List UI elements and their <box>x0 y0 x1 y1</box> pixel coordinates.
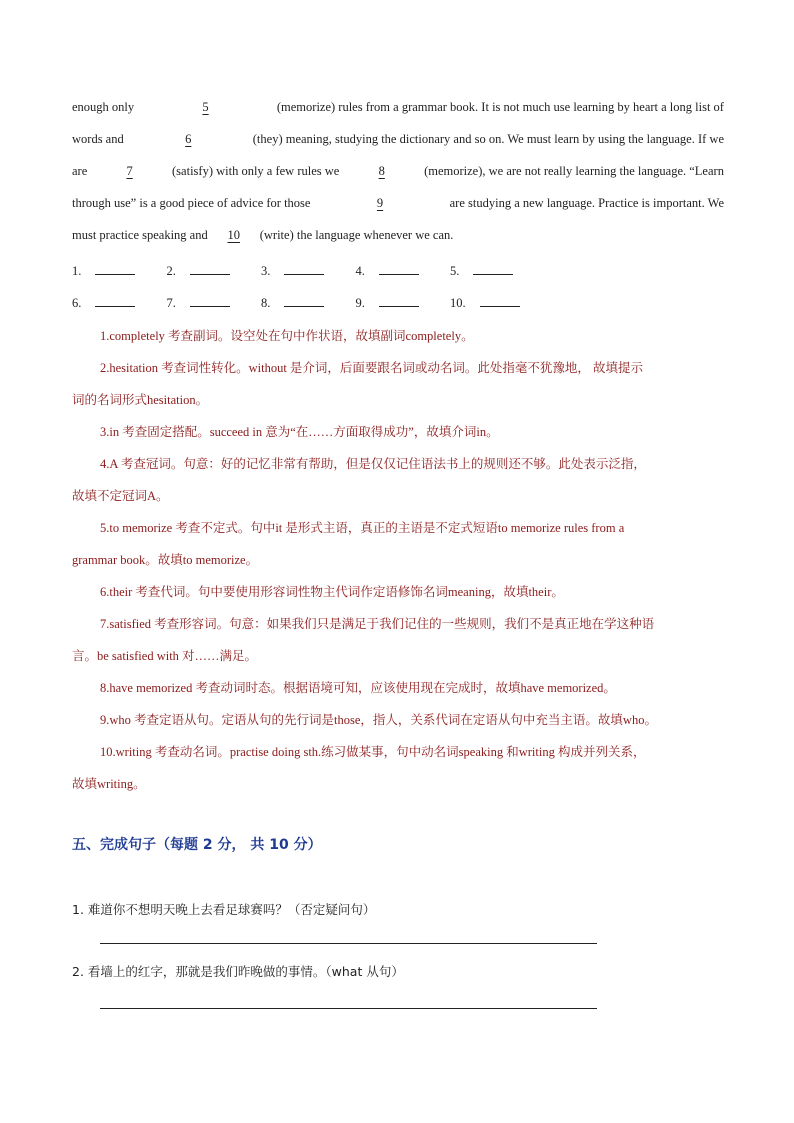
blank-5: 5 <box>202 100 209 114</box>
text: are <box>72 164 88 178</box>
explanation-line: 3.in 考查固定搭配。succeed in 意为“在……方面取得成功”，故填介词in。 <box>100 425 499 439</box>
answer-slot[interactable] <box>261 262 338 279</box>
explanation-line: 故填writing。 <box>72 777 146 791</box>
answer-slot[interactable] <box>450 294 534 311</box>
blank-8: 8 <box>378 164 385 178</box>
slot-number: 7. <box>166 296 176 310</box>
text: must practice speaking and <box>72 228 208 242</box>
explanation-line: 9.who 考查定语从句。定语从句的先行词是those，指人，关系代词在定语从句中充当主语。故填who。 <box>100 713 657 727</box>
explanation-line: 4.A 考查冠词。句意：好的记忆非常有帮助，但是仅仅记住语法书上的规则还不够。此处表示泛指， <box>100 457 646 471</box>
passage-line-4 <box>72 196 724 218</box>
answer-slot[interactable] <box>72 294 149 311</box>
passage-line-1 <box>72 100 724 122</box>
explanation-line: 言。be satisfied with 对……满足。 <box>72 649 258 663</box>
passage-line-3 <box>72 164 724 186</box>
explanation-line: grammar book。故填to memorize。 <box>72 553 259 567</box>
slot-number: 1. <box>72 264 82 278</box>
section-title: 五、完成句子（每题 2 分， 共 10 分） <box>72 837 322 853</box>
text: through use” is a good piece of advice for those <box>72 196 311 210</box>
text: enough only <box>72 100 135 114</box>
explanation-line: 1.completely 考查副词。设空处在句中作状语，故填副词completely。 <box>100 329 474 343</box>
slot-number: 9. <box>355 296 365 310</box>
explanation-line: 7.satisfied 考查形容词。句意：如果我们只是满足于我们记住的一些规则，我们不是真正地在学这种语 <box>100 617 655 631</box>
explanation-line: 2.hesitation 考查词性转化。without 是介词，后面要跟名词或动名词。此处指毫不犹豫地， 故填提示 <box>100 361 644 375</box>
answer-row-1 <box>72 262 541 279</box>
passage-line-5 <box>72 228 724 250</box>
slot-number: 8. <box>261 296 271 310</box>
explanation-line: 8.have memorized 考查动词时态。根据语境可知，应该使用现在完成时，故填have memorized。 <box>100 681 616 695</box>
answer-slot[interactable] <box>167 262 244 279</box>
text: (memorize), we are not really learning the language. “Learn <box>424 164 724 178</box>
slot-number: 5. <box>450 264 460 278</box>
slot-number: 3. <box>261 264 271 278</box>
slot-number: 4. <box>355 264 365 278</box>
slot-number: 6. <box>72 296 82 310</box>
answer-slot[interactable] <box>450 262 527 279</box>
answer-slot[interactable] <box>356 262 433 279</box>
answer-slot[interactable] <box>72 262 149 279</box>
blank-9: 9 <box>376 196 384 210</box>
explanation-line: 10.writing 考查动名词。practise doing sth.练习做某事，句中动名词speaking 和writing 构成并列关系， <box>100 745 646 759</box>
answer-row-2 <box>72 294 548 311</box>
text: (write) the language whenever we can. <box>259 228 454 242</box>
text: (they) meaning, studying the dictionary and so on. We must learn by using the language. If we <box>252 132 724 146</box>
text: are studying a new language. Practice is important. We <box>449 196 724 210</box>
blank-6: 6 <box>185 132 192 146</box>
answer-slot[interactable] <box>167 294 244 311</box>
slot-number: 10. <box>450 296 466 310</box>
explanation-line: 6.their 考查代词。句中要使用形容词性物主代词作定语修饰名词meaning，故填their。 <box>100 585 564 599</box>
blank-10: 10 <box>227 228 240 242</box>
text: (memorize) rules from a grammar book. It is not much use learning by heart a long list of <box>276 100 724 114</box>
explanation-line: 故填不定冠词A。 <box>72 489 169 503</box>
question-1: 1. 难道你不想明天晚上去看足球赛吗？（否定疑问句） <box>72 902 376 917</box>
explanation-line: 词的名词形式hesitation。 <box>72 393 209 407</box>
answer-line-2[interactable] <box>100 1008 597 1009</box>
answer-slot[interactable] <box>356 294 433 311</box>
text: words and <box>72 132 124 146</box>
slot-number: 2. <box>166 264 176 278</box>
answer-slot[interactable] <box>261 294 338 311</box>
passage-line-2 <box>72 132 724 154</box>
text: (satisfy) with only a few rules we <box>172 164 340 178</box>
blank-7: 7 <box>126 164 133 178</box>
question-2: 2. 看墙上的红字，那就是我们昨晚做的事情。（what 从句） <box>72 964 404 979</box>
explanation-line: 5.to memorize 考查不定式。句中it 是形式主语，真正的主语是不定式短语to memorize rules from a <box>100 521 625 535</box>
answer-line-1[interactable] <box>100 943 597 944</box>
